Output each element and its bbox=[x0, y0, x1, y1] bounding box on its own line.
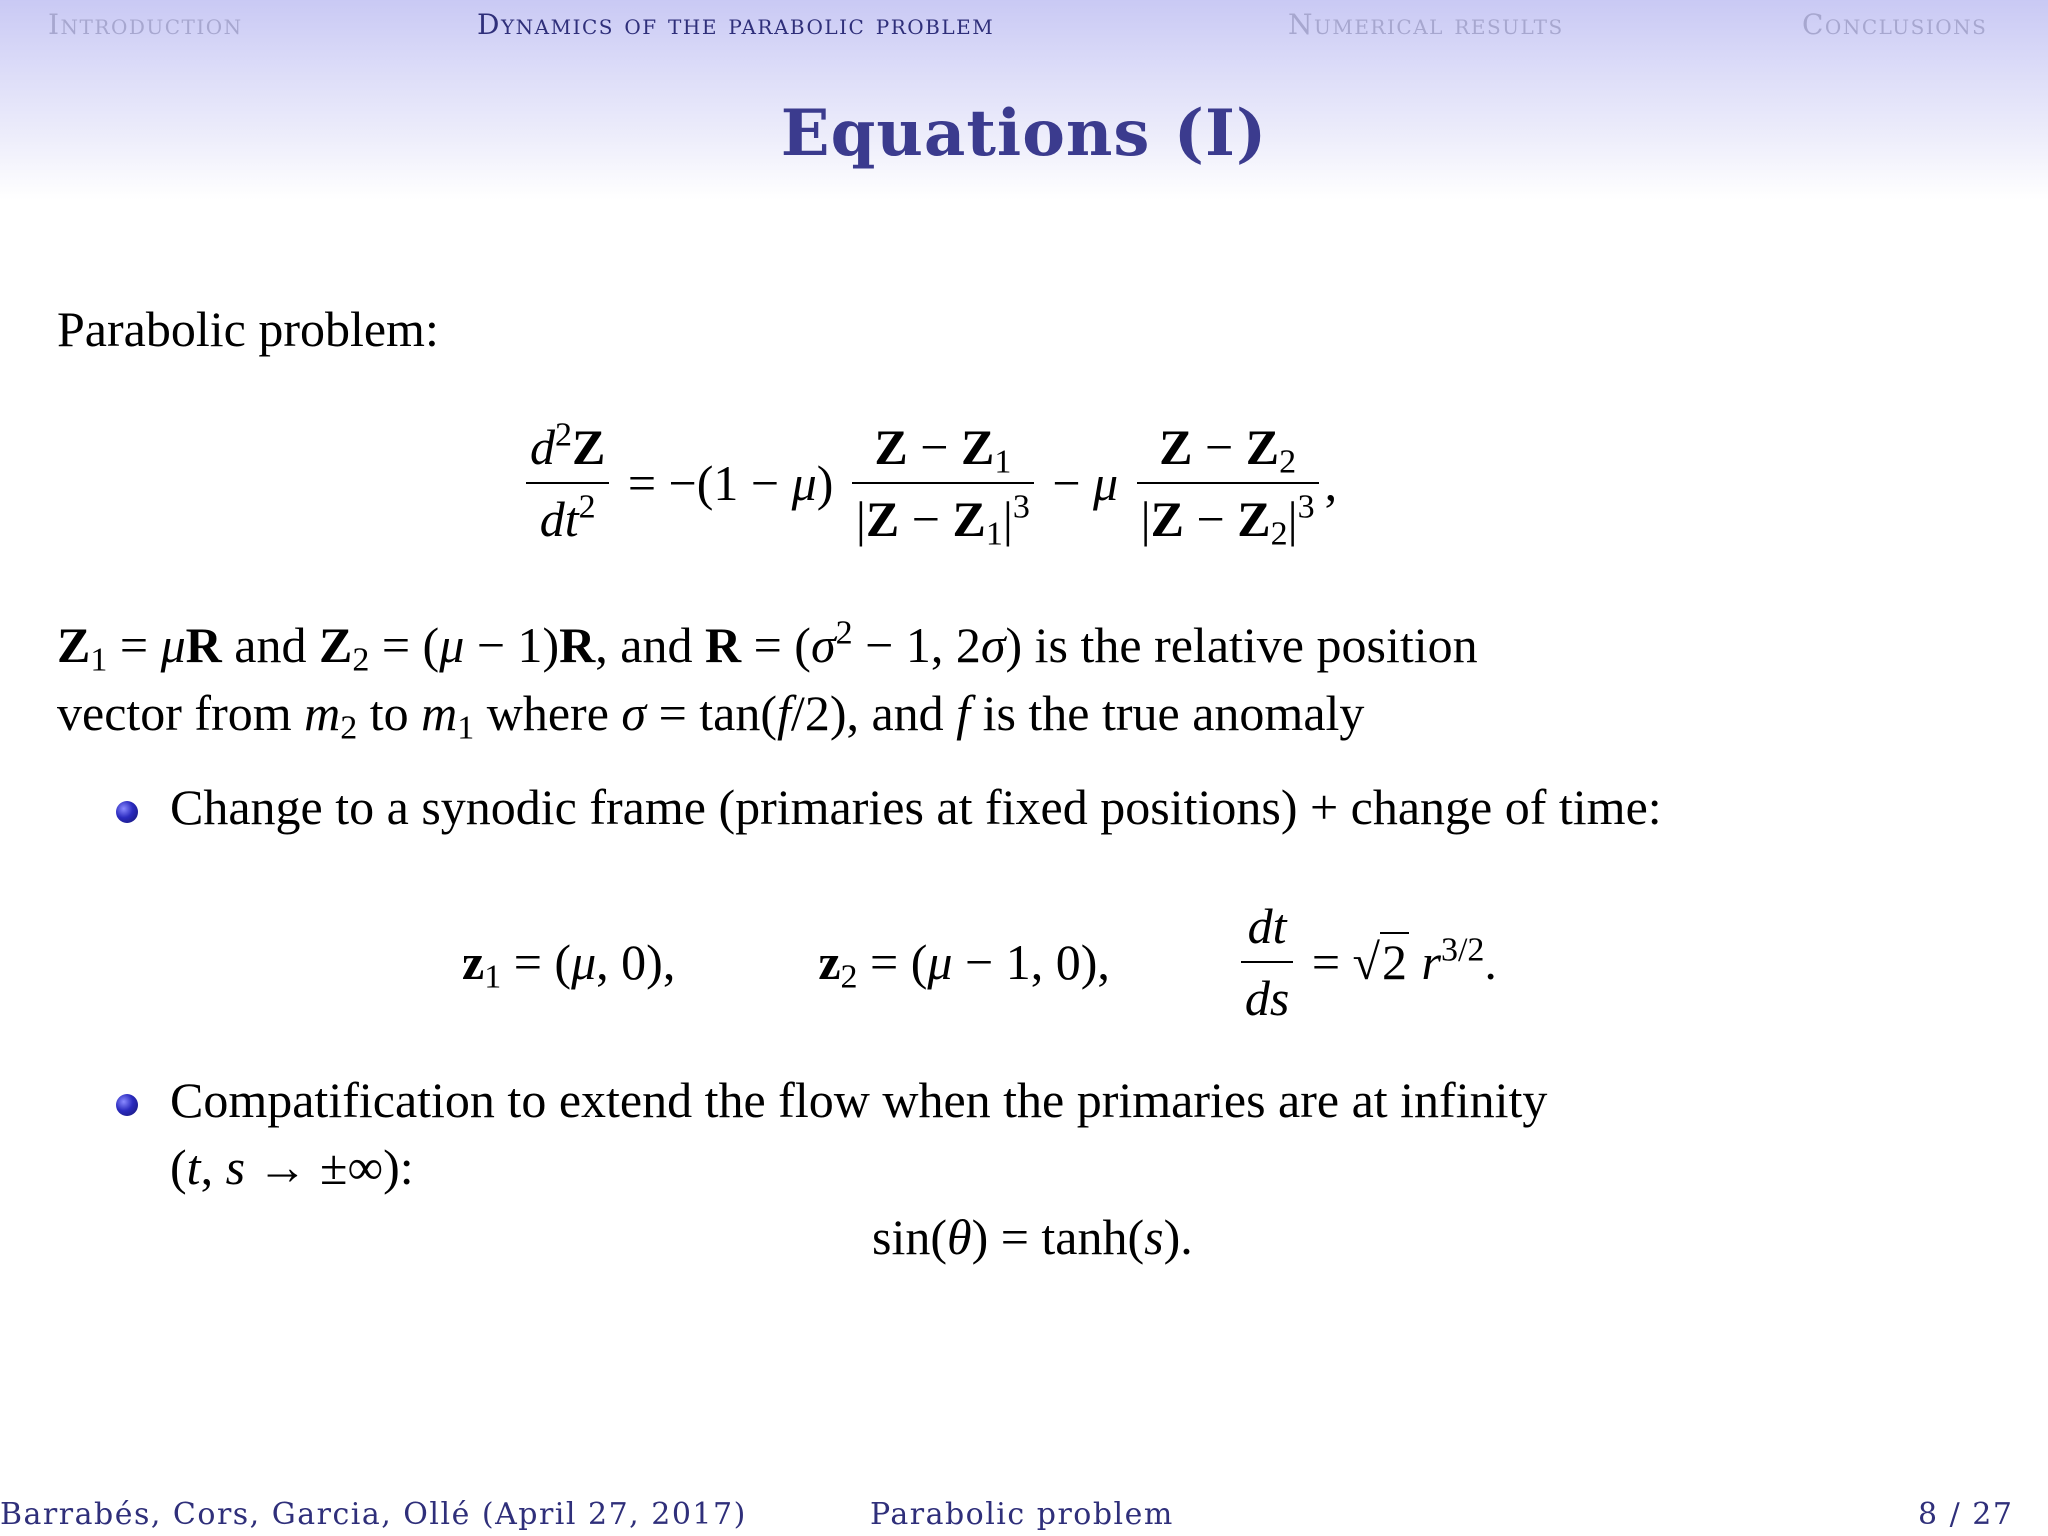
nav-numerical-results[interactable]: Numerical results bbox=[1288, 8, 1564, 41]
lhs-fraction: $\frac{d^2Z}{dt^2}$ bbox=[526, 418, 609, 548]
synodic-equations: $z_1 = (\mu$, 0), $z_2 = (\mu - 1$, 0), $\frac{dt}{ds}$ = √2 $r^{3/2}$. bbox=[462, 898, 1497, 1026]
definitions-line-2: vector from $m_2$ to $m_1$ where σ = tan(f/2), and f is the true anomaly bbox=[57, 685, 1365, 747]
bullet-synodic-frame: Change to a synodic frame (primaries at fixed positions) + change of time: bbox=[170, 779, 1662, 835]
first-term-fraction: $\frac{Z - Z_1}{|Z - Z_1|^3}$ bbox=[852, 418, 1034, 548]
time-change-fraction: $\frac{dt}{ds}$ bbox=[1241, 897, 1293, 1027]
bullet-icon bbox=[116, 801, 138, 823]
nav-dynamics[interactable]: Dynamics of the parabolic problem bbox=[477, 8, 995, 41]
definitions-line-1: $Z_1 = \mu R$ and $Z_2 = (\mu - 1)R$, and $R = (\sigma^2 - 1$, 2σ) is the relative position bbox=[57, 614, 1478, 679]
nav-introduction[interactable]: Introduction bbox=[48, 8, 243, 41]
footer-page-number: 8 / 27 bbox=[1918, 1497, 2014, 1532]
slide-title: Equations (I) bbox=[780, 96, 1268, 171]
parabolic-equation: $\frac{d^2Z}{dt^2}$ = −(1 − μ) $\frac{Z - Z_1}{|Z - Z_1|^3}$ − μ $\frac{Z - Z_2}{|Z - Z_2|^3}$ , bbox=[520, 418, 1337, 548]
bullet-compactification: Compatification to extend the flow when the primaries are at infinity bbox=[170, 1072, 1548, 1128]
second-term-fraction: $\frac{Z - Z_2}{|Z - Z_2|^3}$ bbox=[1137, 418, 1319, 548]
intro-label: Parabolic problem: bbox=[57, 301, 439, 357]
bullet-icon bbox=[116, 1094, 138, 1116]
footer-short-title: Parabolic problem bbox=[870, 1497, 1174, 1532]
bullet-compactification-line-2: (t, s → ±∞): bbox=[170, 1139, 414, 1195]
footer-authors: Barrabés, Cors, Garcia, Ollé (April 27, 2017) bbox=[0, 1497, 747, 1532]
compactification-equation: sin(θ) = tanh(s). bbox=[872, 1209, 1193, 1265]
nav-conclusions[interactable]: Conclusions bbox=[1802, 8, 1988, 41]
